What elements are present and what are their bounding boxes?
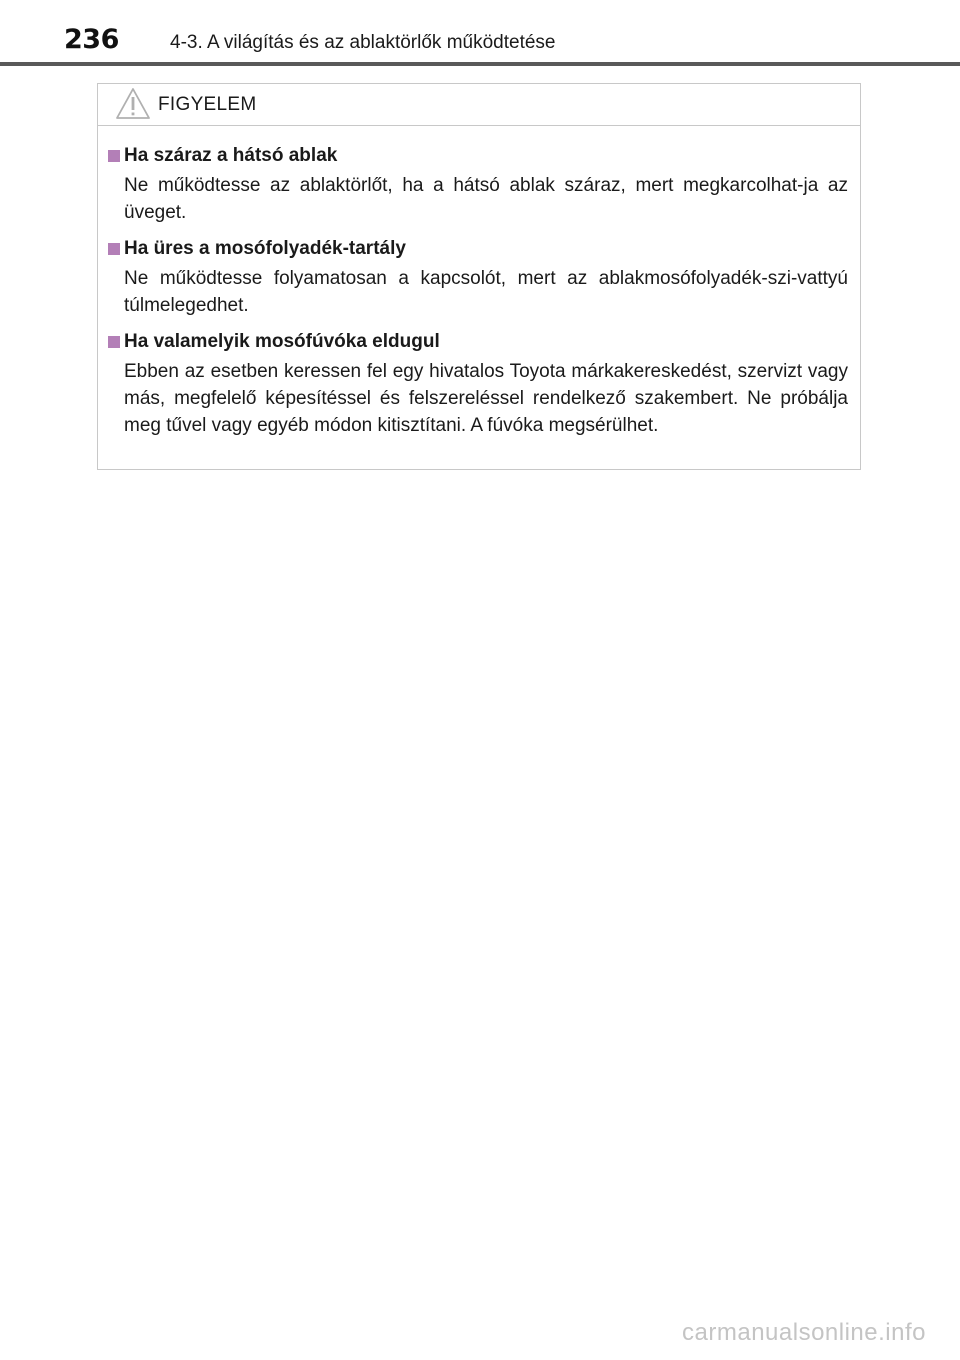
warning-label: FIGYELEM [158, 94, 257, 115]
square-bullet-icon [108, 336, 120, 348]
item-text: Ebben az esetben keressen fel egy hivatalos Toyota márkakereskedést, szervizt vagy más, megfelelő képesítéssel és felszereléssel rendelkező szakembert. Ne próbálja meg tűvel vagy egyéb módon kitisztítani. A fúvóka megsérülhet. [124, 361, 848, 436]
item-title-text: Ha üres a mosófolyadék-tartály [124, 238, 406, 259]
warning-item-dry-rear-window [106, 142, 848, 226]
warning-box [97, 83, 861, 470]
square-bullet-icon [108, 150, 120, 162]
page-header [0, 0, 960, 66]
item-title-text: Ha száraz a hátsó ablak [124, 145, 338, 166]
square-bullet-icon [108, 243, 120, 255]
item-text: Ne működtesse folyamatosan a kapcsolót, mert az ablakmosófolyadék-szi-vattyú túlmelegedhet. [124, 268, 848, 316]
item-title [106, 142, 848, 169]
item-title [106, 328, 848, 355]
item-text: Ne működtesse az ablaktörlőt, ha a hátsó ablak száraz, mert megkarcolhat-ja az üveget. [124, 175, 848, 223]
item-title-text: Ha valamelyik mosófúvóka eldugul [124, 331, 440, 352]
section-title: 4-3. A világítás és az ablaktörlők működtetése [170, 32, 556, 53]
warning-header [98, 84, 860, 126]
warning-body [98, 126, 860, 439]
watermark: carmanualsonline.info [682, 1319, 926, 1346]
item-title [106, 235, 848, 262]
page-number: 236 [64, 24, 119, 55]
warning-item-empty-washer-tank [106, 235, 848, 319]
warning-triangle-icon [115, 87, 151, 120]
header-rule [0, 62, 960, 66]
warning-item-clogged-nozzle [106, 328, 848, 439]
